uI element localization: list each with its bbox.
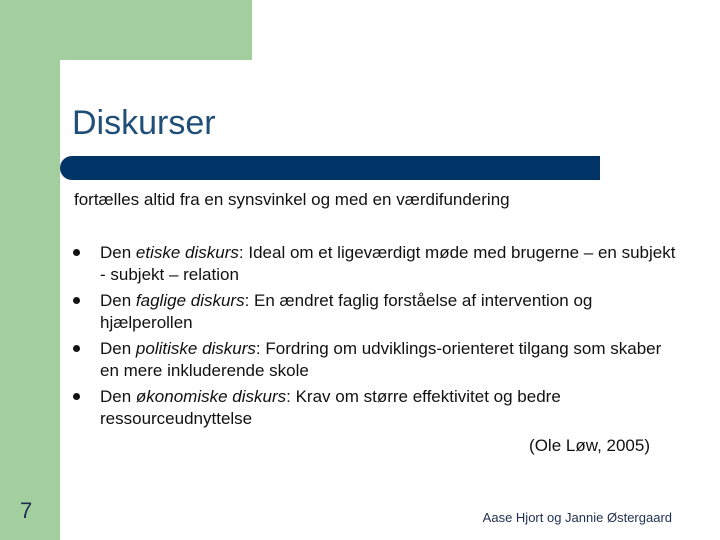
- bullet-item-etisk: [72, 242, 682, 286]
- slide-number: 7: [20, 498, 33, 523]
- bullet-text: [100, 386, 682, 430]
- bullet-emphasis: faglige diskurs: [135, 291, 245, 310]
- citation: (Ole Løw, 2005): [529, 436, 650, 455]
- bullet-emphasis: politiske diskurs: [135, 339, 256, 358]
- bullet-text: [100, 242, 682, 286]
- bullet-rest: : Ideal om et ligeværdigt møde med brugerne – en subjekt - subjekt – relation: [100, 243, 676, 284]
- bullet-item-faglig: [72, 290, 682, 334]
- bullet-emphasis: økonomiske diskurs: [135, 387, 287, 406]
- title-underline-bar: [60, 156, 600, 180]
- bullet-dot-icon: [73, 249, 80, 256]
- rounded-corner: [60, 60, 100, 100]
- bullet-prefix: Den: [100, 387, 136, 406]
- bullet-rest: : Fordring om udviklings-orienteret tilgang som skaber en mere inkluderende skole: [100, 339, 662, 380]
- bullet-dot-icon: [73, 345, 80, 352]
- bullet-dot-icon: [73, 297, 80, 304]
- bullet-text: [100, 290, 682, 334]
- bullet-item-oekonomisk: [72, 386, 682, 430]
- footer-authors: Aase Hjort og Jannie Østergaard: [482, 510, 672, 525]
- bullet-emphasis: etiske diskurs: [135, 243, 239, 262]
- bullet-rest: : En ændret faglig forståelse af intervention og hjælperollen: [100, 291, 593, 332]
- slide-subtitle: fortælles altid fra en synsvinkel og med en værdifundering: [74, 190, 510, 209]
- bullet-prefix: Den: [100, 291, 136, 310]
- bullet-item-politisk: [72, 338, 682, 382]
- bullet-dot-icon: [73, 393, 80, 400]
- bullet-prefix: Den: [100, 339, 136, 358]
- bullet-list: [72, 242, 682, 434]
- bullet-prefix: Den: [100, 243, 136, 262]
- bullet-text: [100, 338, 682, 382]
- bullet-rest: : Krav om større effektivitet og bedre ressourceudnyttelse: [100, 387, 561, 428]
- green-top-band: [0, 0, 252, 60]
- slide-title: Diskurser: [72, 104, 216, 142]
- green-left-band: [0, 0, 60, 540]
